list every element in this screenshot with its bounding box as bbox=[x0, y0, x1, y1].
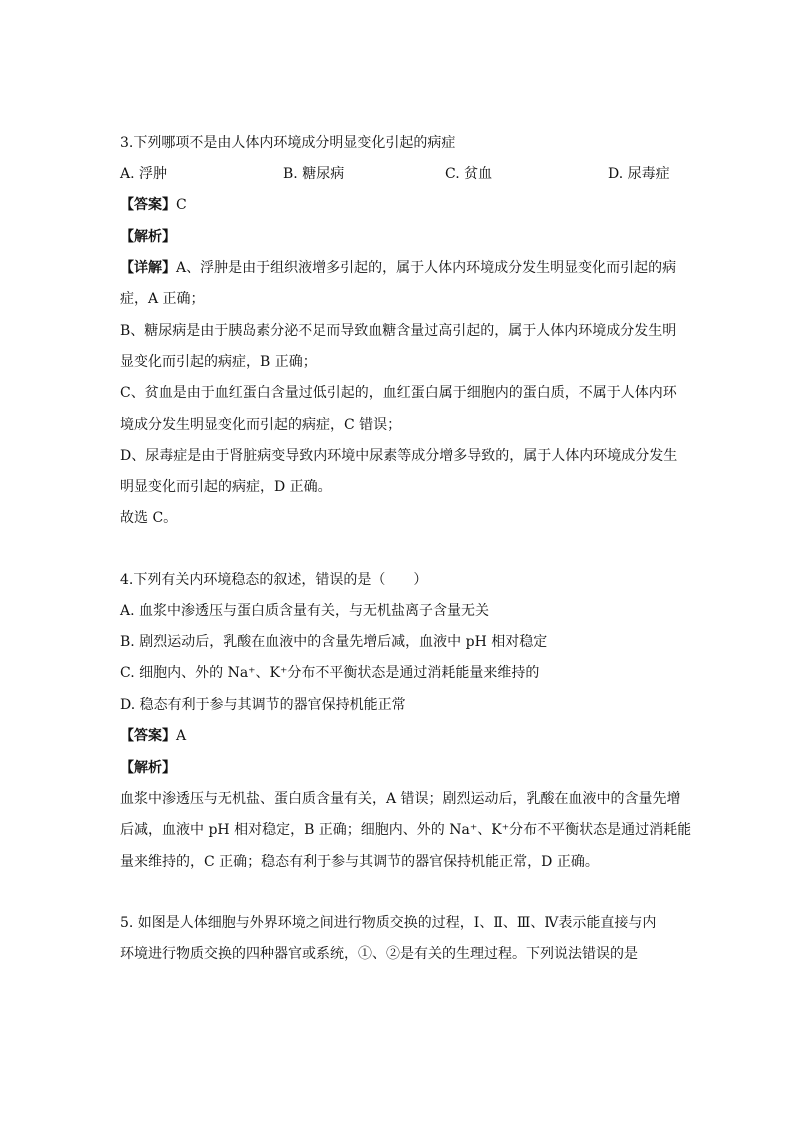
q5-stem-line: 环境进行物质交换的四种器官或系统，①、②是有关的生理过程。下列说法错误的是 bbox=[120, 946, 638, 962]
q3-option-d: D. 尿毒症 bbox=[608, 166, 670, 182]
q4-answer bbox=[120, 726, 186, 746]
q3-stem: 3.下列哪项不是由人体内环境成分明显变化引起的病症 bbox=[120, 135, 456, 151]
q4-option-b: B. 剧烈运动后，乳酸在血液中的含量先增后减，血液中 pH 相对稳定 bbox=[120, 634, 548, 650]
q3-detail-line: D、尿毒症是由于肾脏病变导致内环境中尿素等成分增多导致的，属于人体内环境成分发生 bbox=[120, 448, 678, 464]
q3-detail-line bbox=[120, 258, 676, 278]
q4-analysis-line: 后减，血液中 pH 相对稳定，B 正确；细胞内、外的 Na⁺、K⁺分布不平衡状态是通过消耗能 bbox=[120, 822, 692, 838]
q3-option-a: A. 浮肿 bbox=[120, 166, 168, 182]
q4-option-d: D. 稳态有利于参与其调节的器官保持机能正常 bbox=[120, 697, 406, 713]
q3-option-c: C. 贫血 bbox=[445, 166, 493, 182]
q4-option-c: C. 细胞内、外的 Na⁺、K⁺分布不平衡状态是通过消耗能量来维持的 bbox=[120, 665, 540, 681]
q4-analysis-line: 量来维持的，C 正确；稳态有利于参与其调节的器官保持机能正常，D 正确。 bbox=[120, 854, 599, 870]
q3-answer bbox=[120, 195, 187, 215]
answer-value: A bbox=[176, 728, 187, 744]
q4-analysis-label: 【解析】 bbox=[120, 760, 176, 776]
q3-detail-line: 境成分发生明显变化而引起的病症，C 错误； bbox=[120, 417, 402, 433]
q3-detail-line: 明显变化而引起的病症，D 正确。 bbox=[120, 479, 332, 495]
answer-label: 【答案】 bbox=[120, 197, 176, 213]
q4-analysis-line: 血浆中渗透压与无机盐、蛋白质含量有关，A 错误；剧烈运动后，乳酸在血液中的含量先增 bbox=[120, 791, 681, 807]
detail-text: A、浮肿是由于组织液增多引起的，属于人体内环境成分发生明显变化而引起的病 bbox=[176, 260, 677, 276]
q3-analysis-label: 【解析】 bbox=[120, 229, 176, 245]
q3-detail-line: 显变化而引起的病症，B 正确； bbox=[120, 354, 317, 370]
q3-detail-line: B、糖尿病是由于胰岛素分泌不足而导致血糖含量过高引起的，属于人体内环境成分发生明 bbox=[120, 323, 677, 339]
q4-stem: 4.下列有关内环境稳态的叙述，错误的是（ ） bbox=[120, 572, 428, 588]
q3-detail-line: C、贫血是由于血红蛋白含量过低引起的，血红蛋白属于细胞内的蛋白质，不属于人体内环 bbox=[120, 385, 677, 401]
answer-label: 【答案】 bbox=[120, 728, 176, 744]
q4-option-a: A. 血浆中渗透压与蛋白质含量有关，与无机盐离子含量无关 bbox=[120, 603, 490, 619]
q5-stem-line: 5. 如图是人体细胞与外界环境之间进行物质交换的过程，Ⅰ、Ⅱ、Ⅲ、Ⅳ表示能直接与内 bbox=[120, 915, 657, 931]
q3-conclusion: 故选 C。 bbox=[120, 510, 178, 526]
answer-value: C bbox=[176, 197, 187, 213]
q3-detail-line: 症，A 正确； bbox=[120, 291, 205, 307]
q3-option-b: B. 糖尿病 bbox=[283, 166, 345, 182]
detail-label: 【详解】 bbox=[120, 260, 176, 276]
